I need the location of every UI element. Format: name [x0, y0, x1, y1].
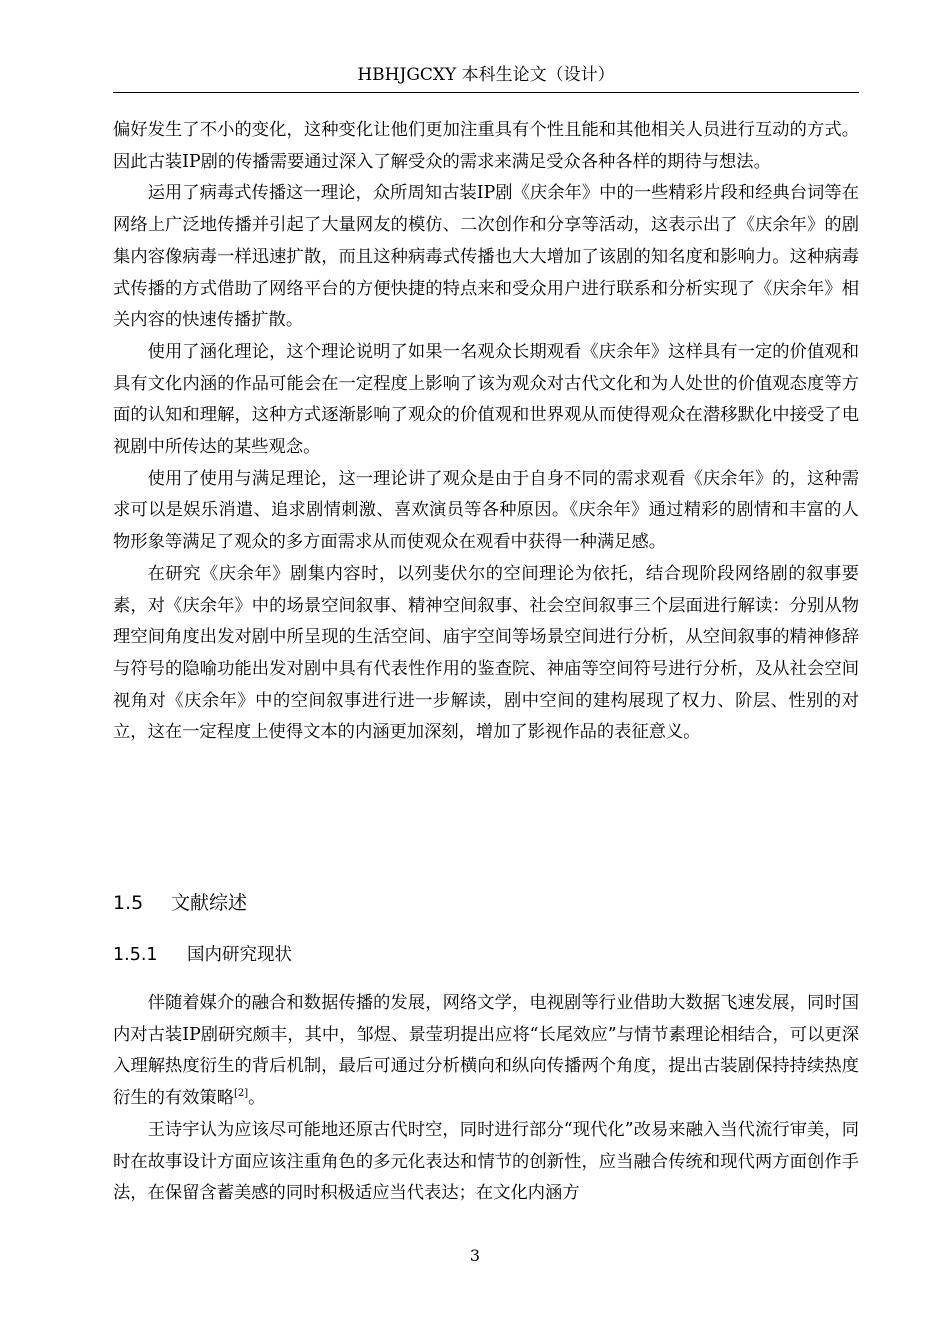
page-header: HBHJGCXY 本科生论文（设计）: [357, 65, 615, 85]
subsection-heading: [113, 940, 292, 970]
paragraph-uses-gratifications: 使用了使用与满足理论，这一理论讲了观众是由于自身不同的需求观看《庆余年》的，这种需求可以是娱乐消遣、追求剧情刺激、喜欢演员等各种原因。《庆余年》通过精彩的剧情和丰富的人物形象等满足了观众的多方面需求从而使观众在观看中获得一种满足感。: [113, 468, 859, 553]
body-text-bottom: [113, 988, 859, 1210]
paragraph-space-theory: 在研究《庆余年》剧集内容时，以列斐伏尔的空间理论为依托，结合现阶段网络剧的叙事要素，对《庆余年》中的场景空间叙事、精神空间叙事、社会空间叙事三个层面进行解读：分别从物理空间角度出发对剧中所呈现的生活空间、庙宇空间等场景空间进行分析，从空间叙事的精神修辞与符号的隐喻功能出发对剧中具有代表性作用的鉴查院、神庙等空间符号进行分析，及从社会空间视角对《庆余年》中的空间叙事进行进一步解读，剧中空间的建构展现了权力、阶层、性别的对立，这在一定程度上使得文本的内涵更加深刻，增加了影视作品的表征意义。: [113, 563, 859, 743]
header-divider: [113, 92, 859, 93]
body-text-top: [113, 115, 859, 749]
paragraph-text: 伴随着媒介的融合和数据传播的发展，网络文学，电视剧等行业借助大数据飞速发展，同时国内对古装IP剧研究颇丰，其中，邹煜、景莹玥提出应将“长尾效应”与情节素理论相结合，可以更深入理解热度衍生的背后机制，最后可通过分析横向和纵向传播两个角度，提出古装剧保持持续热度衍生的有效策略: [113, 993, 859, 1109]
paragraph-domestic-research-1: [113, 988, 859, 1115]
paragraph-tail: 。: [248, 1088, 266, 1109]
subsection-title: 国内研究现状: [187, 945, 292, 965]
subsection-number: 1.5.1: [113, 945, 158, 965]
paragraph-viral-marketing: 运用了病毒式传播这一理论，众所周知古装IP剧《庆余年》中的一些精彩片段和经典台词等在网络上广泛地传播并引起了大量网友的模仿、二次创作和分享等活动，这表示出了《庆余年》的剧集内容像病毒一样迅速扩散，而且这种病毒式传播也大大增加了该剧的知名度和影响力。这种病毒式传播的方式借助了网络平台的方便快捷的特点来和受众用户进行联系和分析实现了《庆余年》相关内容的快速传播扩散。: [113, 183, 859, 331]
citation-ref: [2]: [233, 1088, 249, 1100]
section-number: 1.5: [113, 892, 144, 914]
page-number: 3: [469, 1246, 481, 1265]
paragraph-continued: 偏好发生了不小的变化，这种变化让他们更加注重具有个性且能和其他相关人员进行互动的方式。因此古装IP剧的传播需要通过深入了解受众的需求来满足受众各种各样的期待与想法。: [113, 120, 859, 172]
section-title: 文献综述: [171, 892, 248, 914]
paragraph-cultivation-theory: 使用了涵化理论，这个理论说明了如果一名观众长期观看《庆余年》这样具有一定的价值观和具有文化内涵的作品可能会在一定程度上影响了该为观众对古代文化和为人处世的价值观态度等方面的认知和理解，这种方式逐渐影响了观众的价值观和世界观从而使得观众在潜移默化中接受了电视剧中所传达的某些观念。: [113, 341, 859, 458]
section-heading: [113, 888, 247, 918]
paragraph-domestic-research-2: 王诗宇认为应该尽可能地还原古代时空，同时进行部分“现代化”改易来融入当代流行审美，同时在故事设计方面应该注重角色的多元化表达和情节的创新性，应当融合传统和现代两方面创作手法，在保留含蓄美感的同时积极适应当代表达；在文化内涵方: [113, 1119, 859, 1204]
